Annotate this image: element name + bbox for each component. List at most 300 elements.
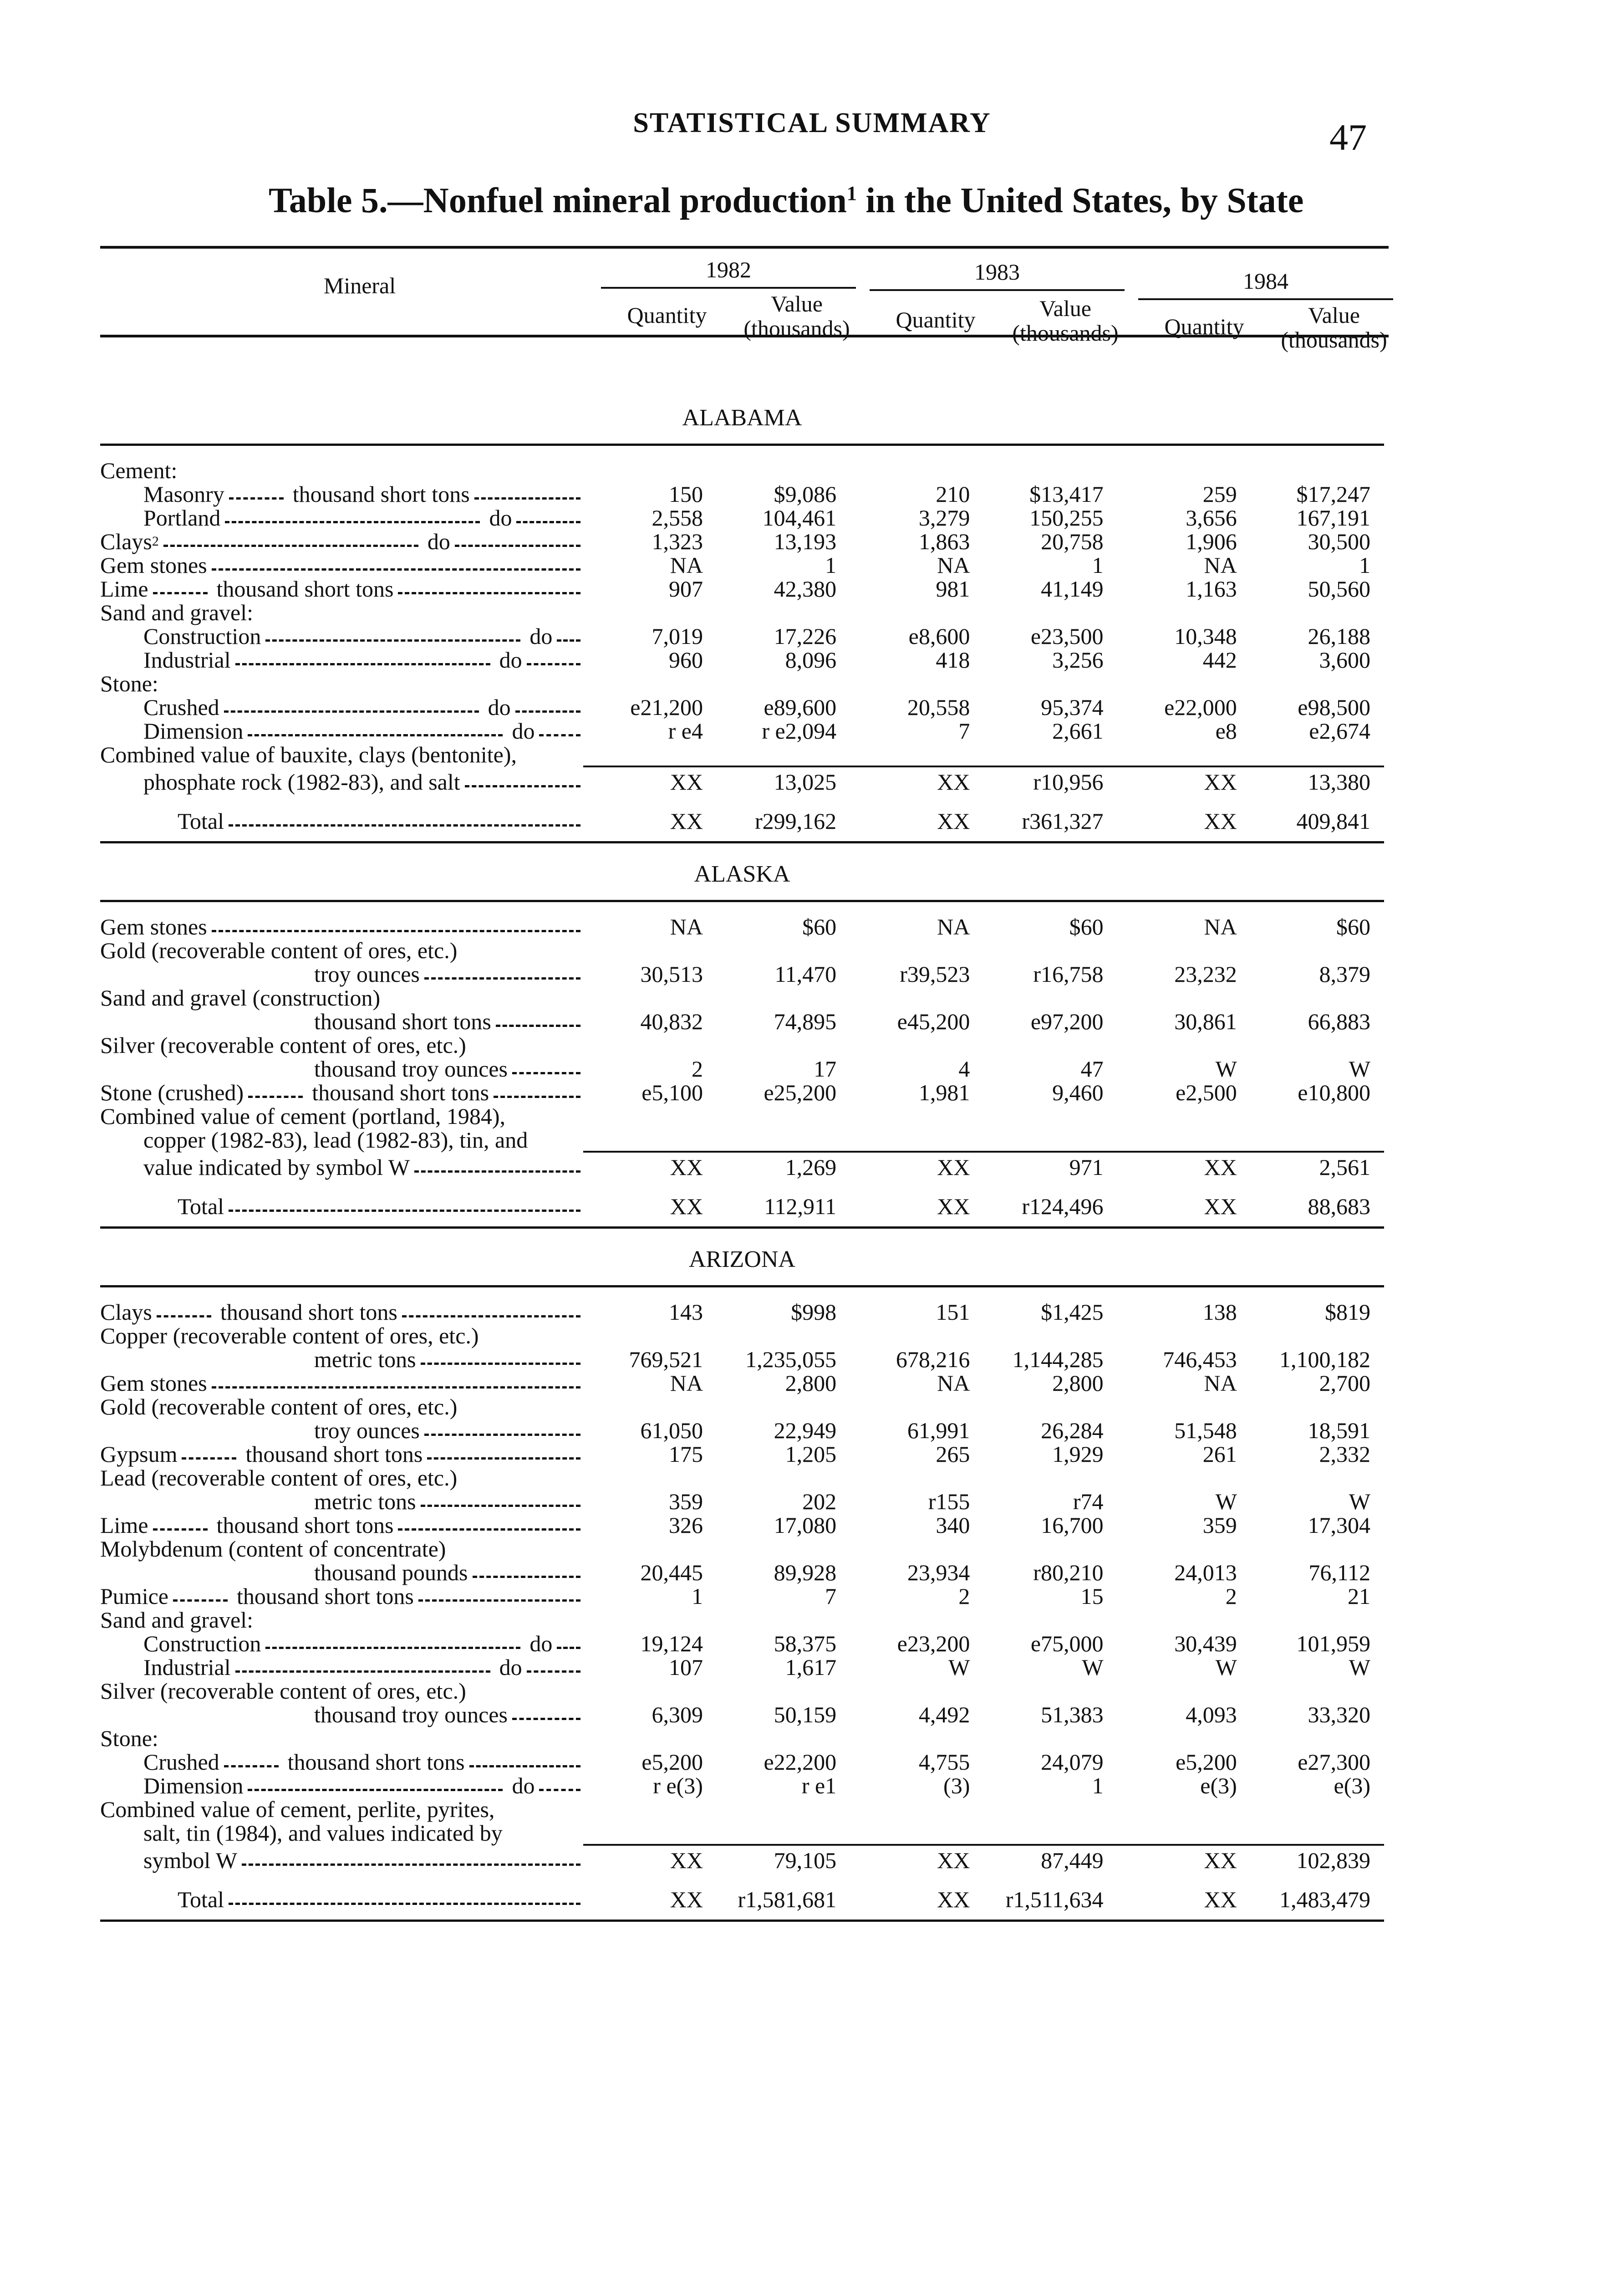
cell-quantity-1984 xyxy=(1117,1395,1251,1419)
cell-quantity-1982: 6,309 xyxy=(652,1702,703,1727)
cell-quantity-1983 xyxy=(850,1128,983,1152)
row-label-text: Copper (recoverable content of ores, etc.) xyxy=(100,1323,479,1348)
row-label-text: phosphate rock (1982-83), and salt xyxy=(143,769,460,795)
header-quantity-1984: Quantity xyxy=(1164,314,1244,339)
table-row xyxy=(100,648,1384,672)
cell-value-1984: 2,700 xyxy=(1319,1370,1370,1396)
cell-value-1983: r1,511,634 xyxy=(983,1872,1117,1921)
table-row xyxy=(100,530,1384,553)
cell-value-1983: $60 xyxy=(1069,914,1104,939)
table-row xyxy=(100,1703,1384,1726)
row-unit: do xyxy=(489,505,512,531)
cell-value-1982: 13,193 xyxy=(774,529,837,554)
cell-quantity-1983: XX xyxy=(850,1179,983,1228)
leader-dots xyxy=(224,1765,279,1767)
cell-value-1983: r361,327 xyxy=(983,794,1117,842)
leader-dots xyxy=(512,1718,580,1720)
cell-value-1984: $17,247 xyxy=(1296,481,1370,507)
row-label xyxy=(100,1010,583,1033)
row-label-text: Silver (recoverable content of ores, etc.) xyxy=(100,1032,466,1058)
row-label-text: Stone: xyxy=(100,1726,158,1751)
cell-quantity-1984 xyxy=(1117,672,1251,695)
row-label-cell xyxy=(100,577,583,601)
table-title-footnote: 1 xyxy=(846,182,857,204)
cell-value-1982: 1,205 xyxy=(785,1441,837,1467)
table-row xyxy=(100,553,1384,577)
leader-dots xyxy=(235,663,490,665)
table-row xyxy=(100,1750,1384,1774)
cell-value-1983 xyxy=(983,1466,1117,1490)
leader-dots xyxy=(265,639,520,642)
cell-value-1982: r e1 xyxy=(801,1773,837,1798)
cell-value-1984: 409,841 xyxy=(1251,794,1384,842)
cell-value-1984: e27,300 xyxy=(1298,1749,1370,1775)
cell-value-1982 xyxy=(717,459,850,482)
leader-dots xyxy=(539,734,580,736)
table-row xyxy=(100,1057,1384,1081)
row-label xyxy=(100,1081,583,1104)
header-year-rule-1982 xyxy=(601,287,856,289)
cell-value-1982: 89,928 xyxy=(774,1560,837,1585)
table-row xyxy=(100,1584,1384,1608)
cell-quantity-1983: e8,600 xyxy=(908,623,970,649)
row-label-text: value indicated by symbol W xyxy=(143,1154,410,1180)
cell-quantity-1984 xyxy=(1117,1608,1251,1632)
row-label-text: Stone: xyxy=(100,671,158,696)
cell-quantity-1984: 3,656 xyxy=(1186,505,1237,531)
leader-dots xyxy=(225,521,480,523)
row-label xyxy=(100,1442,583,1466)
cell-quantity-1984: 23,232 xyxy=(1174,961,1237,987)
cell-quantity-1984: XX xyxy=(1117,1152,1251,1179)
row-label-cell xyxy=(100,530,583,553)
cell-quantity-1983: 20,558 xyxy=(907,694,970,720)
row-label-cell xyxy=(100,1726,583,1750)
cell-value-1984: e98,500 xyxy=(1298,694,1370,720)
cell-quantity-1982: 20,445 xyxy=(640,1560,703,1585)
cell-quantity-1982: 7,019 xyxy=(652,623,703,649)
cell-quantity-1983: 4 xyxy=(958,1056,970,1082)
row-label xyxy=(100,1608,583,1632)
cell-quantity-1982: XX xyxy=(583,1179,717,1228)
cell-quantity-1983 xyxy=(850,1726,983,1750)
cell-value-1982 xyxy=(717,672,850,695)
cell-quantity-1983 xyxy=(850,939,983,962)
leader-dots xyxy=(212,930,580,932)
cell-quantity-1983 xyxy=(850,1537,983,1561)
row-label-cell xyxy=(100,1419,583,1442)
cell-value-1983 xyxy=(983,459,1117,482)
leader-dots xyxy=(494,1096,580,1098)
cell-quantity-1982: 150 xyxy=(668,481,703,507)
production-table-body xyxy=(100,387,1384,1921)
cell-value-1982 xyxy=(717,1797,850,1821)
cell-value-1982: r299,162 xyxy=(717,794,850,842)
cell-value-1983: 41,149 xyxy=(1041,576,1104,602)
row-unit: thousand short tons xyxy=(220,1299,397,1325)
row-label-text: Crushed xyxy=(143,1749,219,1775)
table-row xyxy=(100,672,1384,695)
cell-quantity-1982 xyxy=(583,1033,717,1057)
cell-value-1984: W xyxy=(1349,1056,1370,1082)
cell-value-1984: 1,100,182 xyxy=(1279,1347,1370,1372)
row-label-text: metric tons xyxy=(314,1347,416,1372)
table-row xyxy=(100,1797,1384,1821)
cell-quantity-1984 xyxy=(1117,601,1251,624)
cell-value-1982: r e2,094 xyxy=(762,718,837,744)
row-unit: do xyxy=(529,1631,553,1656)
total-label xyxy=(178,1195,583,1218)
leader-dots xyxy=(465,785,580,787)
cell-quantity-1982 xyxy=(583,459,717,482)
row-label xyxy=(100,1821,583,1845)
table-row xyxy=(100,1774,1384,1797)
cell-quantity-1983: NA xyxy=(937,552,970,578)
row-label-cell xyxy=(100,1081,583,1104)
leader-dots xyxy=(398,1528,580,1531)
leader-dots xyxy=(248,1789,503,1791)
cell-quantity-1984 xyxy=(1117,1128,1251,1152)
cell-quantity-1984: NA xyxy=(1204,1370,1237,1396)
table-row xyxy=(100,719,1384,743)
row-unit: thousand short tons xyxy=(236,1583,414,1609)
table-title xyxy=(269,180,1303,221)
row-label-cell xyxy=(100,1490,583,1513)
row-label-text: Industrial xyxy=(143,1654,231,1680)
row-label xyxy=(100,601,583,624)
table-row xyxy=(100,1081,1384,1104)
cell-quantity-1982: XX xyxy=(583,1872,717,1921)
cell-quantity-1982: 143 xyxy=(668,1299,703,1325)
table-row xyxy=(100,1419,1384,1442)
cell-quantity-1983 xyxy=(850,1395,983,1419)
table-row xyxy=(100,915,1384,939)
row-label-cell xyxy=(100,1537,583,1561)
table-row xyxy=(100,695,1384,719)
cell-quantity-1984: 261 xyxy=(1202,1441,1237,1467)
cell-value-1982: e89,600 xyxy=(764,694,837,720)
row-label-text: Gold (recoverable content of ores, etc.) xyxy=(100,1394,458,1419)
row-label-text: Crushed xyxy=(143,694,219,720)
total-label xyxy=(178,809,583,833)
cell-value-1982 xyxy=(717,1608,850,1632)
cell-quantity-1984: e2,500 xyxy=(1176,1080,1237,1105)
row-label xyxy=(100,1466,583,1490)
table-row xyxy=(100,1395,1384,1419)
cell-value-1983 xyxy=(983,601,1117,624)
row-label-cell xyxy=(100,986,583,1010)
total-row xyxy=(100,1872,1384,1921)
leader-dots xyxy=(424,977,580,980)
cell-value-1984: 18,591 xyxy=(1308,1418,1370,1443)
table-row xyxy=(100,1324,1384,1348)
cell-quantity-1984: 51,548 xyxy=(1174,1418,1237,1443)
cell-value-1984 xyxy=(1251,1726,1384,1750)
total-label xyxy=(178,1888,583,1911)
cell-value-1983: $1,425 xyxy=(1041,1299,1104,1325)
cell-quantity-1984: W xyxy=(1215,1654,1237,1680)
leader-dots xyxy=(242,1863,580,1866)
cell-value-1983: e97,200 xyxy=(1030,1009,1104,1034)
label-footnote: 2 xyxy=(152,534,159,549)
leader-dots xyxy=(418,1599,580,1602)
cell-value-1983: 47 xyxy=(1080,1056,1104,1082)
row-label-cell xyxy=(100,482,583,506)
cell-value-1982: $998 xyxy=(791,1299,837,1325)
row-label-cell xyxy=(100,1324,583,1348)
table-row xyxy=(100,1537,1384,1561)
cell-quantity-1984 xyxy=(1117,1104,1251,1128)
row-label-cell xyxy=(100,1348,583,1371)
cell-quantity-1984: 10,348 xyxy=(1174,623,1237,649)
cell-value-1984 xyxy=(1251,986,1384,1010)
row-label-text: Combined value of bauxite, clays (bentonite), xyxy=(100,742,517,767)
cell-value-1983: 2,661 xyxy=(1052,718,1104,744)
table-row xyxy=(100,577,1384,601)
cell-value-1984: 102,839 xyxy=(1251,1845,1384,1872)
row-label-text: thousand short tons xyxy=(314,1009,491,1034)
cell-value-1982: 17,080 xyxy=(774,1512,837,1538)
row-unit: do xyxy=(512,718,535,744)
row-label xyxy=(100,719,583,743)
cell-value-1982: r1,581,681 xyxy=(717,1872,850,1921)
cell-quantity-1984 xyxy=(1117,1466,1251,1490)
leader-dots xyxy=(402,1315,580,1317)
state-heading-row xyxy=(100,387,1384,445)
cell-quantity-1983: NA xyxy=(937,1370,970,1396)
total-label-cell xyxy=(100,1872,583,1921)
cell-quantity-1983: 210 xyxy=(936,481,970,507)
cell-value-1984 xyxy=(1251,1033,1384,1057)
cell-quantity-1982 xyxy=(583,986,717,1010)
page-number: 47 xyxy=(1329,117,1367,158)
row-unit: thousand short tons xyxy=(292,481,470,507)
cell-value-1982: 22,949 xyxy=(774,1418,837,1443)
cell-value-1982: 1,269 xyxy=(717,1152,850,1179)
row-label xyxy=(100,1348,583,1371)
cell-quantity-1983 xyxy=(850,1033,983,1057)
row-label-text: Sand and gravel (construction) xyxy=(100,985,381,1011)
leader-dots xyxy=(527,663,580,665)
row-label xyxy=(100,1537,583,1561)
leader-dots xyxy=(474,497,580,500)
row-unit: do xyxy=(512,1773,535,1798)
cell-quantity-1983: XX xyxy=(850,1845,983,1872)
row-unit: do xyxy=(529,623,553,649)
cell-value-1982: 17,226 xyxy=(774,623,837,649)
cell-quantity-1983: XX xyxy=(850,1152,983,1179)
cell-quantity-1982 xyxy=(583,1726,717,1750)
table-title-text-end: in the United States, by State xyxy=(856,180,1304,220)
cell-value-1982: 13,025 xyxy=(717,766,850,794)
cell-value-1984 xyxy=(1251,1537,1384,1561)
leader-dots xyxy=(515,710,580,713)
cell-value-1983 xyxy=(983,672,1117,695)
leader-dots xyxy=(557,1647,580,1649)
cell-quantity-1982: r e(3) xyxy=(653,1773,703,1798)
cell-quantity-1983 xyxy=(850,1324,983,1348)
cell-quantity-1983 xyxy=(850,601,983,624)
cell-quantity-1984: e22,000 xyxy=(1164,694,1237,720)
cell-quantity-1983: 151 xyxy=(936,1299,970,1325)
row-label-text: Cement: xyxy=(100,458,178,483)
leader-dots xyxy=(414,1170,580,1173)
table-row xyxy=(100,482,1384,506)
cell-quantity-1984: 1,906 xyxy=(1186,529,1237,554)
row-label-cell xyxy=(100,1466,583,1490)
row-label xyxy=(100,1371,583,1395)
row-label xyxy=(100,506,583,530)
cell-quantity-1984: 2 xyxy=(1225,1583,1237,1609)
cell-quantity-1984: 138 xyxy=(1202,1299,1237,1325)
cell-quantity-1984 xyxy=(1117,986,1251,1010)
cell-quantity-1984: XX xyxy=(1117,1872,1251,1921)
row-label xyxy=(100,1774,583,1797)
leader-dots xyxy=(163,545,418,547)
leader-dots xyxy=(265,1647,520,1649)
cell-value-1982 xyxy=(717,1679,850,1703)
cell-quantity-1984: XX xyxy=(1117,766,1251,794)
header-year-rule-1984 xyxy=(1138,298,1393,300)
cell-quantity-1983: e45,200 xyxy=(897,1009,970,1034)
row-label xyxy=(100,986,583,1010)
row-label-cell xyxy=(100,1300,583,1324)
cell-quantity-1984: XX xyxy=(1117,1179,1251,1228)
cell-quantity-1984 xyxy=(1117,1821,1251,1845)
cell-value-1984: e2,674 xyxy=(1309,718,1370,744)
row-label-text: Clays xyxy=(100,1299,152,1325)
cell-quantity-1983: e23,200 xyxy=(897,1631,970,1656)
cell-value-1984 xyxy=(1251,1797,1384,1821)
cell-value-1982: 202 xyxy=(802,1489,837,1514)
cell-value-1983: r16,758 xyxy=(1033,961,1104,987)
row-label-text: Sand and gravel: xyxy=(100,600,254,625)
running-head: STATISTICAL SUMMARY xyxy=(633,107,991,138)
cell-quantity-1983: 2 xyxy=(958,1583,970,1609)
cell-value-1983: 95,374 xyxy=(1041,694,1104,720)
cell-value-1983: 1,144,285 xyxy=(1012,1347,1104,1372)
cell-value-1984: e10,800 xyxy=(1298,1080,1370,1105)
spacer-cell xyxy=(100,1287,1384,1301)
row-label xyxy=(100,1128,583,1152)
header-quantity-1983: Quantity xyxy=(896,307,976,332)
cell-quantity-1983: 4,492 xyxy=(918,1702,970,1727)
row-label-text: Lime xyxy=(100,1512,148,1538)
header-year-rule-1983 xyxy=(870,289,1125,291)
cell-value-1983: r10,956 xyxy=(983,766,1117,794)
row-label-text: Clays xyxy=(100,529,152,554)
header-value-label: Value xyxy=(1039,296,1091,321)
cell-value-1982: 50,159 xyxy=(774,1702,837,1727)
leader-dots xyxy=(539,1789,580,1791)
row-label xyxy=(100,1561,583,1584)
total-label-text: Total xyxy=(178,808,224,834)
row-unit: thousand short tons xyxy=(287,1749,465,1775)
cell-quantity-1983: XX xyxy=(850,766,983,794)
row-unit: do xyxy=(499,1654,522,1680)
row-unit: do xyxy=(427,529,450,554)
cell-quantity-1982: 2 xyxy=(691,1056,703,1082)
row-label-cell xyxy=(100,1104,583,1128)
cell-quantity-1982 xyxy=(583,672,717,695)
cell-quantity-1983: W xyxy=(948,1654,970,1680)
cell-quantity-1982 xyxy=(583,1466,717,1490)
leader-dots xyxy=(235,1670,490,1673)
leader-dots xyxy=(248,1096,303,1098)
row-label-text: Pumice xyxy=(100,1583,168,1609)
cell-value-1984: $819 xyxy=(1325,1299,1370,1325)
cell-value-1983: 1,929 xyxy=(1052,1441,1104,1467)
cell-value-1984: 30,500 xyxy=(1308,529,1370,554)
cell-quantity-1982 xyxy=(583,601,717,624)
state-heading-row xyxy=(100,1228,1384,1287)
row-label xyxy=(100,1033,583,1057)
row-label-text: Industrial xyxy=(143,647,231,673)
cell-quantity-1982: 40,832 xyxy=(640,1009,703,1034)
row-label-cell xyxy=(100,939,583,962)
cell-value-1983: 87,449 xyxy=(983,1845,1117,1872)
row-label-text: Masonry xyxy=(143,481,224,507)
cell-quantity-1984: NA xyxy=(1204,914,1237,939)
cell-quantity-1983: 418 xyxy=(936,647,970,673)
cell-quantity-1982: XX xyxy=(583,766,717,794)
total-label-text: Total xyxy=(178,1887,224,1912)
cell-value-1983: 24,079 xyxy=(1041,1749,1104,1775)
row-label-text: Dimension xyxy=(143,1773,244,1798)
total-row xyxy=(100,794,1384,842)
leader-dots xyxy=(229,497,284,500)
cell-quantity-1983 xyxy=(850,672,983,695)
cell-quantity-1984 xyxy=(1117,743,1251,766)
cell-value-1984: 21 xyxy=(1348,1583,1370,1609)
cell-value-1982: 1 xyxy=(825,552,837,578)
cell-quantity-1982: 769,521 xyxy=(629,1347,703,1372)
row-label xyxy=(100,770,583,794)
cell-quantity-1982 xyxy=(583,1128,717,1152)
row-label-text: symbol W xyxy=(143,1848,238,1873)
table-row xyxy=(100,1128,1384,1152)
cell-value-1983 xyxy=(983,986,1117,1010)
row-label-text: Portland xyxy=(143,505,221,531)
total-label-cell xyxy=(100,794,583,842)
cell-quantity-1983 xyxy=(850,1608,983,1632)
row-label xyxy=(100,1490,583,1513)
cell-value-1983 xyxy=(983,1128,1117,1152)
state-heading: ALASKA xyxy=(100,842,1384,901)
cell-quantity-1982: 107 xyxy=(668,1654,703,1680)
cell-value-1983 xyxy=(983,1821,1117,1845)
row-label-cell xyxy=(100,1632,583,1655)
table-row xyxy=(100,624,1384,648)
cell-value-1982: 1,617 xyxy=(785,1654,837,1680)
spacer-cell xyxy=(100,901,1384,915)
cell-value-1982 xyxy=(717,1128,850,1152)
cell-quantity-1984: 442 xyxy=(1202,647,1237,673)
leader-dots xyxy=(496,1025,580,1027)
cell-value-1982: $60 xyxy=(802,914,837,939)
cell-quantity-1982 xyxy=(583,1537,717,1561)
table-row xyxy=(100,1466,1384,1490)
leader-dots xyxy=(398,592,580,594)
cell-quantity-1984: XX xyxy=(1117,794,1251,842)
cell-value-1984: W xyxy=(1349,1654,1370,1680)
cell-value-1982: 11,470 xyxy=(774,961,837,987)
cell-value-1984 xyxy=(1251,1104,1384,1128)
cell-value-1983 xyxy=(983,1679,1117,1703)
cell-value-1984: 1,483,479 xyxy=(1251,1872,1384,1921)
row-label xyxy=(100,1848,583,1872)
cell-value-1983: e23,500 xyxy=(1030,623,1104,649)
